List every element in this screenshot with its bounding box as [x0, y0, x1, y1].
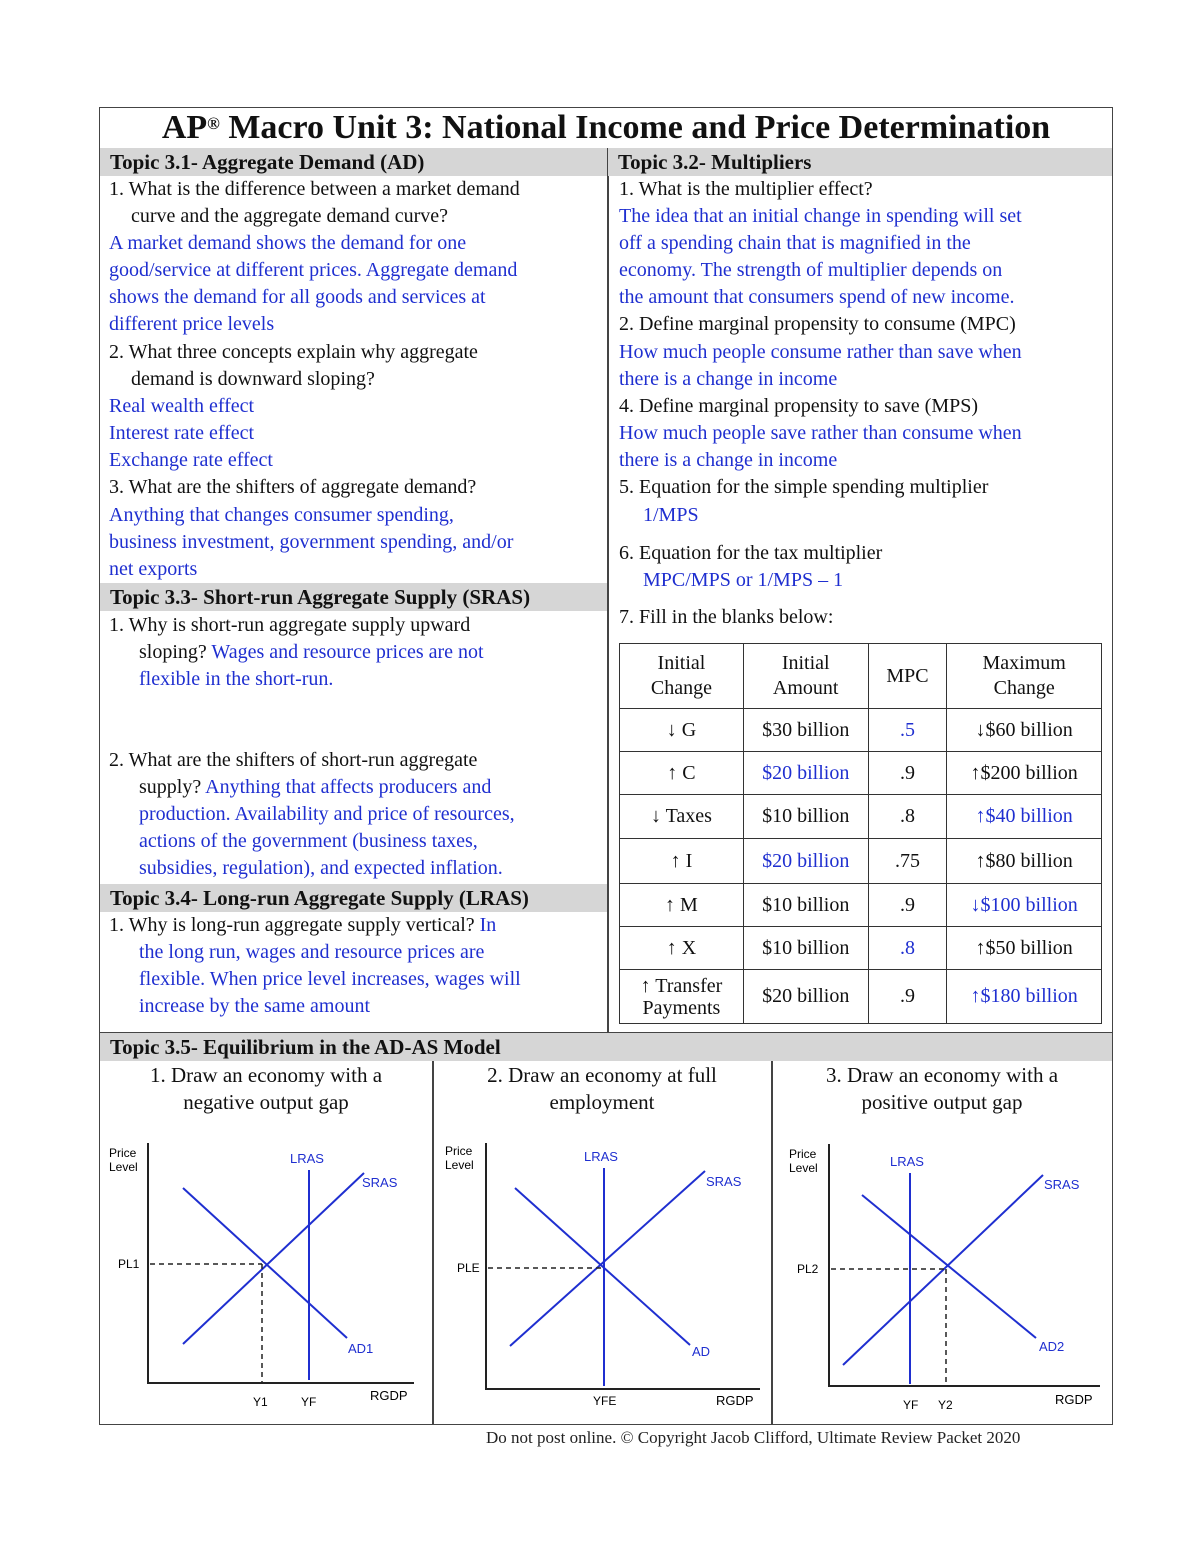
t33-q1a: 1. Why is short-run aggregate supply upward — [109, 614, 471, 636]
page-title: AP® Macro Unit 3: National Income and Price Determination — [161, 109, 1051, 146]
mpc-cell: .5 — [868, 709, 947, 752]
graph-2-prompt: 2. Draw an economy at full employment — [487, 1063, 717, 1114]
price-level-label: PL1 — [118, 1257, 140, 1271]
graph-1-prompt: 1. Draw an economy with a negative output gap — [149, 1063, 383, 1114]
axis-y-label-line: Level — [109, 1160, 138, 1174]
t34-answer-line: flexible. When price level increases, wages will — [139, 968, 521, 990]
t31-answer-2-line: Real wealth effect — [109, 395, 255, 417]
topic-3-1-header: Topic 3.1- Aggregate Demand (AD) — [100, 148, 607, 176]
header-maximum-change: Maximum Change — [947, 644, 1102, 709]
lras-label: LRAS — [890, 1154, 924, 1169]
t34-q1: 1. Why is long-run aggregate supply vertical? In — [109, 914, 497, 936]
initial-change-cell: ↑ C — [620, 752, 744, 795]
t31-q2a: 2. What three concepts explain why aggregate — [109, 341, 478, 363]
ad-label: AD — [692, 1344, 711, 1359]
t32-answer-1-line: the amount that consumers spend of new income. — [619, 286, 1015, 308]
mpc-cell: .9 — [868, 752, 947, 795]
sras-label: SRAS — [362, 1175, 398, 1190]
ad-line — [183, 1188, 347, 1338]
t32-answer-1-line: off a spending chain that is magnified in the — [619, 232, 971, 254]
mpc-cell: .9 — [868, 970, 947, 1024]
mpc-cell: .8 — [868, 927, 947, 970]
sras-label: SRAS — [706, 1174, 742, 1189]
t33-q2a: 2. What are the shifters of short-run aggregate — [109, 749, 478, 771]
x-axis-label: RGDP — [716, 1393, 754, 1408]
axis-y-label-line: Price — [109, 1146, 137, 1160]
header-initial-change: Initial Change — [620, 644, 744, 709]
t34-answer-line: increase by the same amount — [139, 995, 371, 1017]
maximum-change-cell: ↑$80 billion — [947, 839, 1102, 884]
t32-q1: 1. What is the multiplier effect? — [619, 178, 873, 200]
axis-y-label-line: Level — [789, 1161, 818, 1175]
graph-full-employment — [445, 1143, 760, 1408]
full-employment-label: YFE — [593, 1394, 617, 1408]
maximum-change-cell: ↓$60 billion — [947, 709, 1102, 752]
output-label: Y2 — [938, 1398, 953, 1412]
x-axis-label: RGDP — [370, 1388, 408, 1403]
t32-answer-5: 1/MPS — [643, 504, 699, 526]
t32-q4: 4. Define marginal propensity to save (MPS) — [619, 395, 979, 417]
axis-y-label-line: Price — [445, 1144, 473, 1158]
initial-amount-cell: $20 billion — [743, 839, 868, 884]
graph-negative-output-gap — [109, 1143, 414, 1409]
ad-label: AD1 — [348, 1341, 374, 1356]
t31-q1a: 1. What is the difference between a market demand — [109, 178, 520, 200]
ad-line — [862, 1195, 1036, 1338]
initial-amount-cell: $10 billion — [743, 795, 868, 839]
initial-amount-cell: $10 billion — [743, 927, 868, 970]
ad-line — [515, 1188, 690, 1345]
t32-answer-4-line: there is a change in income — [619, 449, 838, 471]
t32-answer-2-line: How much people consume rather than save when — [619, 341, 1022, 363]
initial-change-cell: ↓ G — [620, 709, 744, 752]
t31-answer-1-line: A market demand shows the demand for one — [109, 232, 467, 254]
t31-answer-1-line: shows the demand for all goods and services at — [109, 286, 486, 308]
sras-line — [183, 1173, 364, 1344]
t31-q1b: curve and the aggregate demand curve? — [131, 205, 449, 227]
t33-answer-2-line: subsidies, regulation), and expected inflation. — [139, 857, 503, 879]
maximum-change-cell: ↑$180 billion — [947, 970, 1102, 1024]
header-initial-amount: Initial Amount — [743, 644, 868, 709]
topic-3-4-header: Topic 3.4- Long-run Aggregate Supply (LRAS) — [100, 884, 607, 912]
initial-change-cell: ↑ Transfer Payments — [620, 970, 744, 1024]
t32-q7: 7. Fill in the blanks below: — [619, 606, 834, 628]
topic-3-5-header: Topic 3.5- Equilibrium in the AD-AS Model — [100, 1033, 1112, 1061]
full-employment-label: YF — [903, 1398, 919, 1412]
t31-answer-3-line: Anything that changes consumer spending, — [109, 504, 454, 526]
ad-label: AD2 — [1039, 1339, 1065, 1354]
lras-label: LRAS — [584, 1149, 618, 1164]
initial-amount-cell: $10 billion — [743, 884, 868, 927]
maximum-change-cell: ↑$50 billion — [947, 927, 1102, 970]
output-label: Y1 — [253, 1395, 268, 1409]
t32-answer-6: MPC/MPS or 1/MPS – 1 — [643, 569, 844, 591]
t32-answer-4-line: How much people save rather than consume when — [619, 422, 1022, 444]
topic-3-2-header: Topic 3.2- Multipliers — [608, 148, 1112, 176]
t31-answer-1-line: different price levels — [109, 313, 275, 335]
maximum-change-cell: ↓$100 billion — [947, 884, 1102, 927]
initial-change-cell: ↓ Taxes — [620, 795, 744, 839]
initial-amount-cell: $20 billion — [743, 752, 868, 795]
maximum-change-cell: ↑$200 billion — [947, 752, 1102, 795]
t32-answer-1-line: The idea that an initial change in spending will set — [619, 205, 1022, 227]
initial-amount-cell: $30 billion — [743, 709, 868, 752]
t32-q2: 2. Define marginal propensity to consume (MPC) — [619, 313, 1016, 335]
t31-answer-2-line: Exchange rate effect — [109, 449, 273, 471]
axis-y-label-line: Price — [789, 1147, 817, 1161]
t33-answer-2-line: actions of the government (business taxes, — [139, 830, 478, 852]
t31-answer-3-line: net exports — [109, 558, 198, 580]
t32-answer-1-line: economy. The strength of multiplier depends on — [619, 259, 1003, 281]
t33-answer-1-line: flexible in the short-run. — [139, 668, 334, 690]
mpc-cell: .8 — [868, 795, 947, 839]
t31-answer-3-line: business investment, government spending, and/or — [109, 531, 514, 553]
t31-q3: 3. What are the shifters of aggregate demand? — [109, 476, 477, 498]
axis-y-label-line: Level — [445, 1158, 474, 1172]
copyright-footer: Do not post online. © Copyright Jacob Clifford, Ultimate Review Packet 2020 — [486, 1428, 1021, 1447]
t33-answer-2-line: production. Availability and price of resources, — [139, 803, 515, 825]
full-employment-label: YF — [301, 1395, 317, 1409]
header-mpc: MPC — [868, 644, 947, 709]
sras-label: SRAS — [1044, 1177, 1080, 1192]
x-axis-label: RGDP — [1055, 1392, 1093, 1407]
topic-3-3-header: Topic 3.3- Short-run Aggregate Supply (SRAS) — [100, 583, 607, 611]
t33-q2b: supply? Anything that affects producers and — [139, 776, 492, 798]
t32-q5: 5. Equation for the simple spending multiplier — [619, 476, 989, 498]
graph-3-prompt: 3. Draw an economy with a positive output gap — [825, 1063, 1059, 1114]
t32-q6: 6. Equation for the tax multiplier — [619, 542, 883, 564]
t31-answer-2-line: Interest rate effect — [109, 422, 255, 444]
initial-change-cell: ↑ M — [620, 884, 744, 927]
initial-change-cell: ↑ X — [620, 927, 744, 970]
t31-answer-1-line: good/service at different prices. Aggregate demand — [109, 259, 518, 281]
price-level-label: PLE — [457, 1261, 480, 1275]
t33-q1b: sloping? Wages and resource prices are not — [139, 641, 484, 663]
t31-q2b: demand is downward sloping? — [131, 368, 375, 390]
initial-change-cell: ↑ I — [620, 839, 744, 884]
initial-amount-cell: $20 billion — [743, 970, 868, 1024]
sras-line — [510, 1171, 705, 1346]
price-level-label: PL2 — [797, 1262, 819, 1276]
mpc-cell: .9 — [868, 884, 947, 927]
lras-label: LRAS — [290, 1151, 324, 1166]
graph-positive-output-gap — [789, 1144, 1100, 1412]
t32-answer-2-line: there is a change in income — [619, 368, 838, 390]
t34-answer-line: the long run, wages and resource prices are — [139, 941, 485, 963]
mpc-cell: .75 — [868, 839, 947, 884]
maximum-change-cell: ↑$40 billion — [947, 795, 1102, 839]
